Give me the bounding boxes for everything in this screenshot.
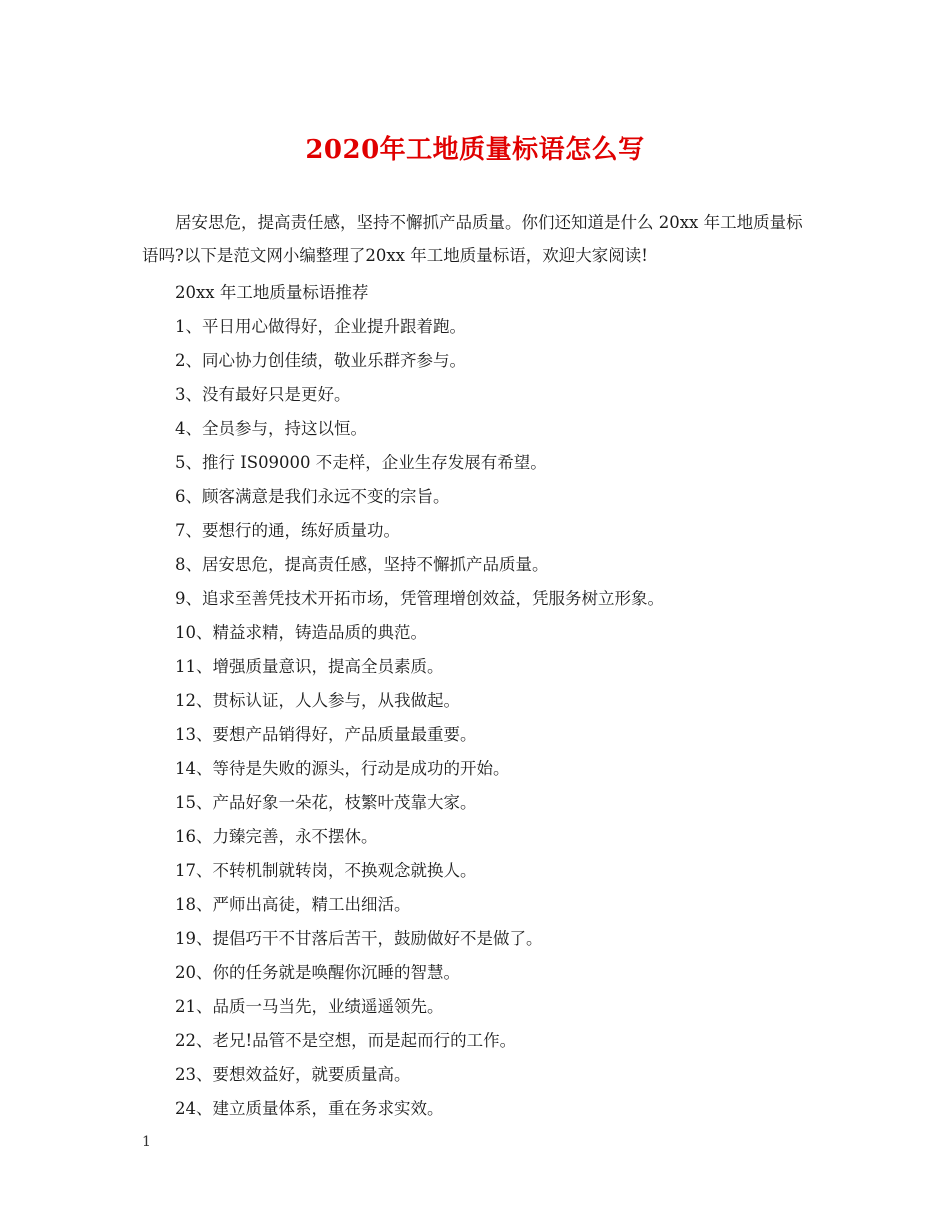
list-item: 24、建立质量体系，重在务求实效。 [175,1099,444,1118]
list-item: 11、增强质量意识，提高全员素质。 [175,657,444,676]
list-item: 2、同心协力创佳绩，敬业乐群齐参与。 [175,351,466,370]
intro-paragraph: 居安思危，提高责任感，坚持不懈抓产品质量。你们还知道是什么 20xx 年工地质量标语吗?以下是范文网小编整理了20xx 年工地质量标语，欢迎大家阅读! [142,213,803,265]
list-item: 15、产品好象一朵花，枝繁叶茂靠大家。 [175,793,477,812]
list-item: 19、提倡巧干不甘落后苦干，鼓励做好不是做了。 [175,929,543,948]
list-item: 18、严师出高徒，精工出细活。 [175,895,411,914]
list-item: 3、没有最好只是更好。 [175,385,351,404]
list-item: 9、追求至善凭技术开拓市场，凭管理增创效益，凭服务树立形象。 [175,589,664,608]
list-heading: 20xx 年工地质量标语推荐 [175,283,369,302]
list-item: 6、顾客满意是我们永远不变的宗旨。 [175,487,450,506]
list-item: 16、力臻完善，永不摆休。 [175,827,378,846]
slogan-list [175,276,815,1126]
list-item: 22、老兄!品管不是空想，而是起而行的工作。 [175,1031,517,1050]
list-item: 13、要想产品销得好，产品质量最重要。 [175,725,477,744]
list-item: 8、居安思危，提高责任感，坚持不懈抓产品质量。 [175,555,549,574]
list-item: 14、等待是失败的源头，行动是成功的开始。 [175,759,510,778]
list-item: 4、全员参与，持这以恒。 [175,419,367,438]
list-item: 10、精益求精，铸造品质的典范。 [175,623,427,642]
list-item: 23、要想效益好，就要质量高。 [175,1065,411,1084]
list-item: 5、推行 IS09000 不走样，企业生存发展有希望。 [175,453,547,472]
list-item: 21、品质一马当先，业绩遥遥领先。 [175,997,444,1016]
page-title: 2020年工地质量标语怎么写 [305,135,645,165]
list-item: 12、贯标认证，人人参与，从我做起。 [175,691,460,710]
list-item: 20、你的任务就是唤醒你沉睡的智慧。 [175,963,460,982]
list-item: 17、不转机制就转岗，不换观念就换人。 [175,861,477,880]
list-item: 7、要想行的通，练好质量功。 [175,521,400,540]
list-item: 1、平日用心做得好，企业提升跟着跑。 [175,317,466,336]
page-number: 1 [142,1134,151,1150]
